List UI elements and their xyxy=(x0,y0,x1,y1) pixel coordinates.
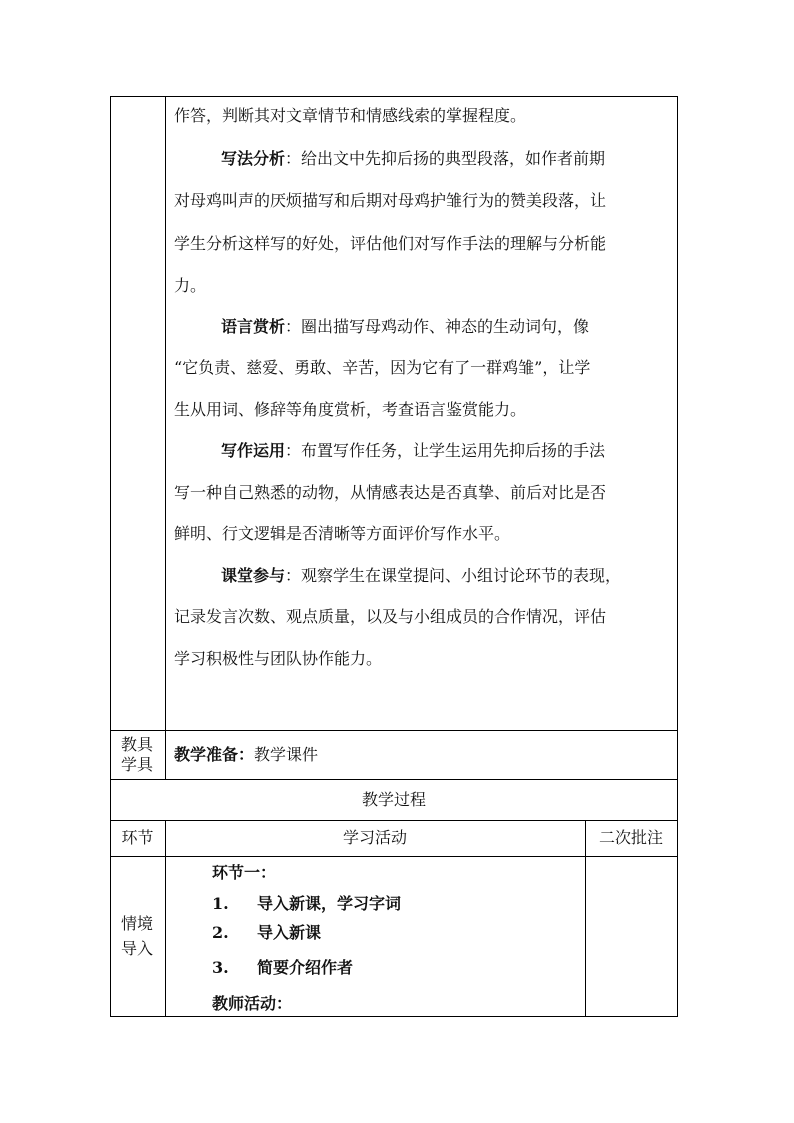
writing-analysis-line-3: 学生分析这样写的好处，评估他们对写作手法的理解与分析能 xyxy=(174,234,607,253)
list-item-number: 1. xyxy=(212,894,229,913)
header-second-notes: 二次批注 xyxy=(598,828,663,847)
writing-analysis-line-1: ：给出文中先抑后扬的典型段落，如作者前期 xyxy=(285,149,606,168)
list-item-number: 3. xyxy=(212,958,229,977)
writing-application-title: 写作运用 xyxy=(221,441,286,460)
class-participation-title: 课堂参与 xyxy=(221,566,286,585)
header-section: 环节 xyxy=(121,828,154,847)
row-divider-header xyxy=(110,820,678,821)
table-right-border xyxy=(677,96,678,1017)
column-divider-lower xyxy=(165,820,166,1017)
list-item-number: 2. xyxy=(212,923,229,942)
row-divider-tools xyxy=(110,730,678,731)
writing-analysis-paragraph xyxy=(221,149,605,169)
tools-label-line-1: 教具 xyxy=(121,735,154,754)
class-participation-paragraph xyxy=(221,566,621,586)
section-heading: 环节一： xyxy=(212,863,277,882)
assessment-line-0: 作答，判断其对文章情节和情感线索的掌握程度。 xyxy=(174,106,527,125)
writing-analysis-line-2: 对母鸡叫声的厌烦描写和后期对母鸡护雏行为的赞美段落，让 xyxy=(174,191,607,210)
list-item: 导入新课 xyxy=(257,923,322,942)
list-item: 导入新课，学习字词 xyxy=(257,894,402,913)
writing-application-line-3: 鲜明、行文逻辑是否清晰等方面评价写作水平。 xyxy=(174,524,511,543)
writing-analysis-line-4: 力。 xyxy=(174,276,207,295)
table-bottom-border xyxy=(110,1016,678,1017)
teaching-preparation xyxy=(174,745,318,765)
teaching-preparation-value: 教学课件 xyxy=(254,745,319,764)
language-appreciation-paragraph xyxy=(221,317,589,337)
language-appreciation-line-3: 生从用词、修辞等角度赏析，考查语言鉴赏能力。 xyxy=(174,400,527,419)
table-top-border xyxy=(110,96,678,97)
section-label-line-2: 导入 xyxy=(121,939,154,958)
teacher-activity-heading: 教师活动： xyxy=(212,994,293,1013)
language-appreciation-line-2: “它负责、慈爱、勇敢、辛苦，因为它有了一群鸡雏”，让学 xyxy=(174,358,591,377)
teaching-preparation-title: 教学准备： xyxy=(174,745,255,764)
writing-application-line-2: 写一种自己熟悉的动物，从情感表达是否真挚、前后对比是否 xyxy=(174,483,607,502)
writing-analysis-title: 写法分析 xyxy=(221,149,286,168)
notes-column-divider xyxy=(585,820,586,1017)
tools-label-line-2: 学具 xyxy=(121,755,154,774)
list-item: 简要介绍作者 xyxy=(257,958,354,977)
row-divider-process xyxy=(110,779,678,780)
column-divider-upper xyxy=(165,96,166,780)
class-participation-line-1: ：观察学生在课堂提问、小组讨论环节的表现， xyxy=(285,566,622,585)
writing-application-paragraph xyxy=(221,441,605,461)
class-participation-line-3: 学习积极性与团队协作能力。 xyxy=(174,649,383,668)
language-appreciation-title: 语言赏析 xyxy=(221,317,286,336)
writing-application-line-1: ：布置写作任务，让学生运用先抑后扬的手法 xyxy=(285,441,606,460)
header-learning-activity: 学习活动 xyxy=(342,828,407,847)
row-divider-row1 xyxy=(110,856,678,857)
teaching-process-title: 教学过程 xyxy=(361,790,426,809)
class-participation-line-2: 记录发言次数、观点质量，以及与小组成员的合作情况，评估 xyxy=(174,607,607,626)
section-label-line-1: 情境 xyxy=(121,914,154,933)
language-appreciation-line-1: ：圈出描写母鸡动作、神态的生动词句，像 xyxy=(285,317,590,336)
table-left-border xyxy=(110,96,111,1017)
